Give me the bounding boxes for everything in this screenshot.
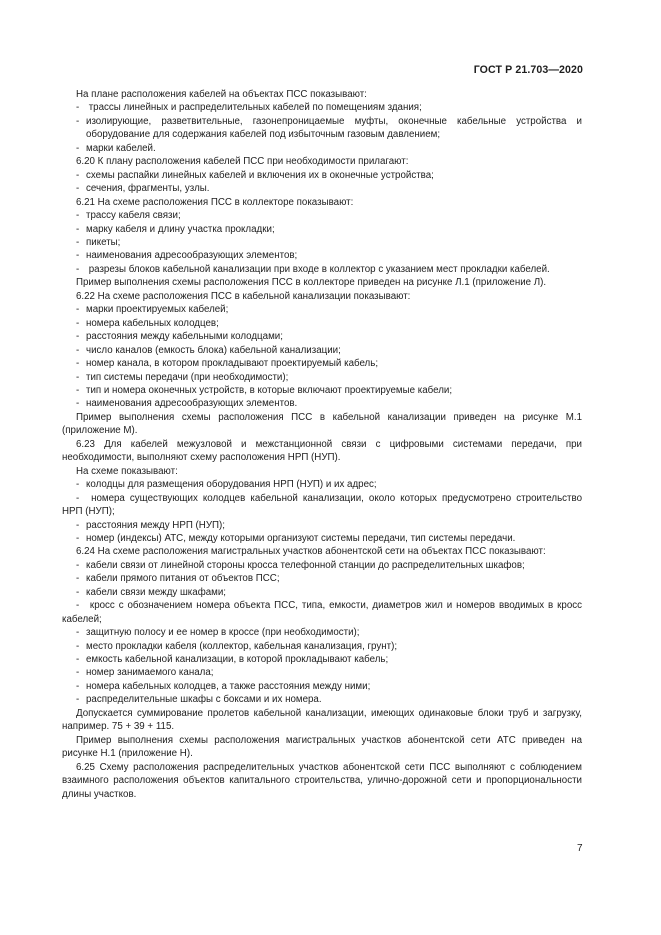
document-body <box>62 88 582 801</box>
list-item <box>62 317 582 330</box>
list-dash: - <box>76 384 80 396</box>
list-item <box>62 182 582 195</box>
list-dash: - <box>76 586 80 598</box>
list-item <box>62 101 582 114</box>
list-item <box>62 397 582 410</box>
list-item <box>62 223 582 236</box>
list-dash: - <box>76 479 80 491</box>
list-item <box>62 693 582 706</box>
list-dash: - <box>76 358 80 370</box>
body-paragraph: 6.22 На схеме расположения ПСС в кабельной канализации показывают: <box>76 290 411 302</box>
list-item-text: сечения, фрагменты, узлы. <box>86 183 210 195</box>
list-item-text: кабели связи между шкафами; <box>86 586 227 598</box>
list-item <box>62 236 582 249</box>
list-item-text: кабели связи от линейной стороны кросса телефонной станции до распределительных шкафов; <box>86 559 525 571</box>
list-item-text: марки кабелей. <box>86 142 156 154</box>
list-item <box>62 640 582 653</box>
list-item-text: тип и номера оконечных устройств, в которые включают проектируемые кабели; <box>86 384 453 396</box>
list-item <box>62 492 582 519</box>
list-dash: - <box>76 573 80 585</box>
list-item <box>62 653 582 666</box>
list-dash: - <box>76 317 80 329</box>
list-dash: - <box>76 519 80 531</box>
list-dash: - <box>76 398 80 410</box>
list-item-text: кросс с обозначением номера объекта ПСС, типа, емкости, диаметров жил и номеров вводимых в кросс кабелей; <box>62 600 582 625</box>
list-item <box>62 249 582 262</box>
body-paragraph: 6.20 К плану расположения кабелей ПСС при необходимости прилагают: <box>76 156 409 168</box>
list-dash: - <box>76 640 80 652</box>
list-item <box>62 519 582 532</box>
list-item-text: номера кабельных колодцев, а также расстояния между ними; <box>86 680 371 692</box>
list-item <box>62 344 582 357</box>
list-item-text: номер (индексы) АТС, между которыми организуют системы передачи, тип системы передачи. <box>86 532 516 544</box>
list-item-text: номер занимаемого канала; <box>86 667 214 679</box>
list-item <box>62 263 582 276</box>
list-item <box>62 586 582 599</box>
list-dash: - <box>76 532 80 544</box>
list-dash: - <box>76 115 80 127</box>
body-paragraph: Пример выполнения схемы расположения магистральных участков абонентской сети АТС приведен на рисунке Н.1 (приложение Н). <box>62 734 582 760</box>
list-item-text: место прокладки кабеля (коллектор, кабельная канализация, грунт); <box>86 640 398 652</box>
list-dash: - <box>76 331 80 343</box>
body-paragraph: 6.25 Схему расположения распределительных участков абонентской сети ПСС выполняют с соблюдением взаимного расположения объектов капитального строительства, улично-дорожной сети и пропорциональности длины участков. <box>62 761 582 800</box>
list-item-text: наименования адресообразующих элементов. <box>86 398 298 410</box>
list-item-text: расстояния между НРП (НУП); <box>86 519 225 531</box>
list-item <box>62 666 582 679</box>
list-item <box>62 209 582 222</box>
document-header: ГОСТ Р 21.703—2020 <box>473 64 583 76</box>
list-item <box>62 371 582 384</box>
list-item-text: номер канала, в котором прокладывают проектируемый кабель; <box>86 358 379 370</box>
list-item-text: марку кабеля и длину участка прокладки; <box>86 223 275 235</box>
list-item-text: расстояния между кабельными колодцами; <box>86 331 283 343</box>
list-item-text: кабели прямого питания от объектов ПСС; <box>86 573 280 585</box>
list-item-text: трассы линейных и распределительных кабелей по помещениям здания; <box>88 102 422 114</box>
list-item-text: номера существующих колодцев кабельной канализации, около которых предусмотрено строительство НРП (НУП); <box>62 492 582 518</box>
list-item-text: тип системы передачи (при необходимости); <box>86 371 289 383</box>
list-item-text: трассу кабеля связи; <box>86 210 181 222</box>
list-item-text: изолирующие, разветвительные, газонепроницаемые муфты, оконечные кабельные устройства и оборудование для содержания кабелей под избыточным газовым давлением; <box>86 115 582 141</box>
list-dash: - <box>76 654 80 666</box>
list-dash: - <box>76 236 80 248</box>
list-item-text: емкость кабельной канализации, в которой прокладывают кабель; <box>86 654 389 666</box>
list-dash: - <box>76 694 80 706</box>
list-item <box>62 303 582 316</box>
list-dash: - <box>76 169 80 181</box>
list-dash: - <box>76 304 80 316</box>
list-dash: - <box>76 263 80 275</box>
body-paragraph: 6.23 Для кабелей межузловой и межстанционной связи с цифровыми системами передачи, при необходимости, выполняют схему расположения НРП (НУП). <box>62 438 582 464</box>
page-number: 7 <box>577 843 583 854</box>
list-item <box>62 599 582 626</box>
list-item-text: число каналов (емкость блока) кабельной канализации; <box>86 344 341 356</box>
body-paragraph: На схеме показывают: <box>76 465 178 477</box>
list-dash: - <box>76 183 80 195</box>
list-dash: - <box>76 559 80 571</box>
list-item <box>62 142 582 155</box>
body-paragraph: На плане расположения кабелей на объектах ПСС показывают: <box>76 89 367 100</box>
list-item <box>62 384 582 397</box>
list-item-text: схемы распайки линейных кабелей и включения их в оконечные устройства; <box>86 169 434 181</box>
list-dash: - <box>76 627 80 639</box>
list-item <box>62 680 582 693</box>
body-paragraph: Пример выполнения схемы расположения ПСС в кабельной канализации приведен на рисунке М.1 (приложение М). <box>62 411 582 437</box>
list-dash: - <box>76 600 80 612</box>
list-item <box>62 357 582 370</box>
list-item-text: разрезы блоков кабельной канализации при входе в коллектор с указанием мест прокладки кабелей. <box>88 263 550 275</box>
list-item <box>62 478 582 491</box>
list-item <box>62 330 582 343</box>
list-dash: - <box>76 210 80 222</box>
body-paragraph: Допускается суммирование пролетов кабельной канализации, имеющих одинаковые блоки труб и загрузку, например. 75 + 39 + 115. <box>62 707 582 733</box>
list-item-text: пикеты; <box>86 236 121 248</box>
body-paragraph: 6.21 На схеме расположения ПСС в коллекторе показывают: <box>76 196 354 208</box>
list-dash: - <box>76 492 80 504</box>
list-dash: - <box>76 680 80 692</box>
list-item <box>62 115 582 142</box>
list-item-text: колодцы для размещения оборудования НРП (НУП) и их адрес; <box>86 479 377 491</box>
list-item-text: марки проектируемых кабелей; <box>86 304 229 316</box>
list-dash: - <box>76 344 80 356</box>
list-item-text: номера кабельных колодцев; <box>86 317 219 329</box>
list-item <box>62 169 582 182</box>
body-paragraph: Пример выполнения схемы расположения ПСС в коллекторе приведен на рисунке Л.1 (приложение Л). <box>76 277 547 289</box>
list-dash: - <box>76 250 80 262</box>
list-dash: - <box>76 102 80 114</box>
list-dash: - <box>76 371 80 383</box>
body-paragraph: 6.24 На схеме расположения магистральных участков абонентской сети на объектах ПСС показывают: <box>76 546 546 558</box>
list-item-text: защитную полосу и ее номер в кроссе (при необходимости); <box>86 627 360 639</box>
list-dash: - <box>76 667 80 679</box>
list-dash: - <box>76 223 80 235</box>
list-item <box>62 559 582 572</box>
list-item <box>62 626 582 639</box>
list-item-text: наименования адресообразующих элементов; <box>86 250 298 262</box>
list-item-text: распределительные шкафы с боксами и их номера. <box>86 694 322 706</box>
list-dash: - <box>76 142 80 154</box>
list-item <box>62 532 582 545</box>
list-item <box>62 572 582 585</box>
